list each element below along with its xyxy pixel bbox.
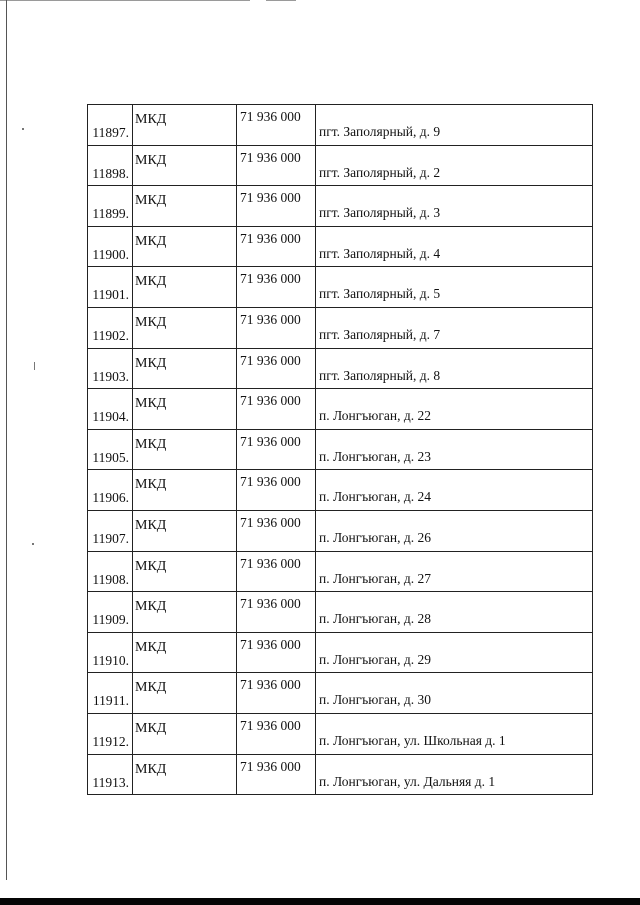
registry-table-body xyxy=(88,105,593,795)
row-number: 11897. xyxy=(92,125,129,141)
object-address: п. Лонгъюган, д. 27 xyxy=(319,570,431,586)
row-number-cell xyxy=(88,389,133,430)
oktmo-code: 71 936 000 xyxy=(240,636,301,652)
oktmo-code-cell xyxy=(237,226,316,267)
object-type: МКД xyxy=(135,761,167,777)
row-number-cell xyxy=(88,186,133,227)
row-number: 11905. xyxy=(92,449,129,465)
oktmo-code: 71 936 000 xyxy=(240,393,301,409)
table-row xyxy=(88,510,593,551)
oktmo-code: 71 936 000 xyxy=(240,474,301,490)
oktmo-code-cell xyxy=(237,510,316,551)
object-address-cell xyxy=(316,389,593,430)
row-number: 11906. xyxy=(92,490,129,506)
object-type: МКД xyxy=(135,314,167,330)
oktmo-code-cell xyxy=(237,186,316,227)
object-type: МКД xyxy=(135,680,167,696)
object-type-cell xyxy=(133,713,237,754)
row-number: 11902. xyxy=(92,328,129,344)
scan-speck xyxy=(34,362,35,370)
table-row xyxy=(88,226,593,267)
table-row xyxy=(88,713,593,754)
oktmo-code: 71 936 000 xyxy=(240,190,301,206)
object-address-cell xyxy=(316,632,593,673)
oktmo-code: 71 936 000 xyxy=(240,271,301,287)
row-number: 11913. xyxy=(92,774,129,790)
table-row xyxy=(88,429,593,470)
object-type: МКД xyxy=(135,193,167,209)
oktmo-code: 71 936 000 xyxy=(240,109,301,124)
row-number-cell xyxy=(88,226,133,267)
table-row xyxy=(88,754,593,795)
object-type: МКД xyxy=(135,233,167,249)
row-number: 11907. xyxy=(92,531,129,547)
table-row xyxy=(88,632,593,673)
row-number-cell xyxy=(88,429,133,470)
oktmo-code: 71 936 000 xyxy=(240,596,301,612)
oktmo-code: 71 936 000 xyxy=(240,555,301,571)
row-number-cell xyxy=(88,673,133,714)
row-number: 11908. xyxy=(92,571,129,587)
object-type-cell xyxy=(133,632,237,673)
oktmo-code: 71 936 000 xyxy=(240,433,301,449)
object-type-cell xyxy=(133,145,237,186)
object-address-cell xyxy=(316,592,593,633)
object-address: п. Лонгъюган, д. 22 xyxy=(319,408,431,424)
row-number: 11911. xyxy=(92,693,129,709)
oktmo-code-cell xyxy=(237,389,316,430)
oktmo-code-cell xyxy=(237,145,316,186)
table-row xyxy=(88,307,593,348)
table-row xyxy=(88,673,593,714)
row-number: 11898. xyxy=(92,165,129,181)
row-number: 11912. xyxy=(92,734,129,749)
object-type: МКД xyxy=(135,639,167,655)
object-type: МКД xyxy=(135,274,167,290)
object-address: пгт. Заполярный, д. 8 xyxy=(319,367,441,383)
row-number-cell xyxy=(88,592,133,633)
object-type-cell xyxy=(133,429,237,470)
object-type: МКД xyxy=(135,558,167,574)
row-number-cell xyxy=(88,551,133,592)
row-number: 11899. xyxy=(92,206,129,222)
object-type-cell xyxy=(133,186,237,227)
object-address: п. Лонгъюган, ул. Школьная д. 1 xyxy=(319,733,506,748)
table-row xyxy=(88,592,593,633)
object-type: МКД xyxy=(135,112,167,127)
object-address-cell xyxy=(316,713,593,754)
object-address-cell xyxy=(316,470,593,511)
object-address: пгт. Заполярный, д. 5 xyxy=(319,286,441,302)
scan-edge-top xyxy=(0,0,250,1)
oktmo-code-cell xyxy=(237,632,316,673)
table-row xyxy=(88,551,593,592)
oktmo-code: 71 936 000 xyxy=(240,230,301,246)
row-number-cell xyxy=(88,267,133,308)
object-address: пгт. Заполярный, д. 7 xyxy=(319,327,441,343)
object-type-cell xyxy=(133,389,237,430)
oktmo-code-cell xyxy=(237,754,316,795)
object-type-cell xyxy=(133,226,237,267)
oktmo-code-cell xyxy=(237,348,316,389)
object-type: МКД xyxy=(135,396,167,412)
object-address-cell xyxy=(316,145,593,186)
object-type-cell xyxy=(133,592,237,633)
row-number-cell xyxy=(88,470,133,511)
object-address-cell xyxy=(316,348,593,389)
object-address-cell xyxy=(316,551,593,592)
oktmo-code-cell xyxy=(237,592,316,633)
table-row xyxy=(88,389,593,430)
object-type-cell xyxy=(133,673,237,714)
table-row xyxy=(88,145,593,186)
table-row xyxy=(88,267,593,308)
scan-edge-top-fragment xyxy=(266,0,296,1)
oktmo-code-cell xyxy=(237,267,316,308)
row-number: 11903. xyxy=(92,368,129,384)
object-type: МКД xyxy=(135,517,167,533)
oktmo-code-cell xyxy=(237,429,316,470)
row-number-cell xyxy=(88,632,133,673)
object-address: п. Лонгъюган, д. 23 xyxy=(319,448,431,464)
object-type-cell xyxy=(133,105,237,146)
object-address: п. Лонгъюган, д. 26 xyxy=(319,530,431,546)
object-address-cell xyxy=(316,754,593,795)
row-number-cell xyxy=(88,348,133,389)
object-type-cell xyxy=(133,307,237,348)
object-type-cell xyxy=(133,470,237,511)
row-number-cell xyxy=(88,510,133,551)
table-row xyxy=(88,470,593,511)
object-address: п. Лонгъюган, д. 30 xyxy=(319,692,431,708)
registry-table xyxy=(87,104,593,795)
row-number-cell xyxy=(88,713,133,754)
scan-speck xyxy=(32,543,34,545)
row-number: 11909. xyxy=(92,612,129,628)
oktmo-code: 71 936 000 xyxy=(240,758,301,774)
oktmo-code: 71 936 000 xyxy=(240,311,301,327)
oktmo-code: 71 936 000 xyxy=(240,352,301,368)
oktmo-code: 71 936 000 xyxy=(240,149,301,165)
oktmo-code: 71 936 000 xyxy=(240,677,301,693)
object-address: п. Лонгъюган, д. 24 xyxy=(319,489,431,505)
object-type: МКД xyxy=(135,436,167,452)
oktmo-code: 71 936 000 xyxy=(240,717,301,733)
object-address-cell xyxy=(316,186,593,227)
table-row xyxy=(88,105,593,146)
row-number: 11910. xyxy=(92,652,129,668)
oktmo-code-cell xyxy=(237,105,316,146)
scan-edge-left xyxy=(6,0,7,880)
object-type-cell xyxy=(133,267,237,308)
object-type: МКД xyxy=(135,720,167,736)
row-number-cell xyxy=(88,145,133,186)
oktmo-code-cell xyxy=(237,307,316,348)
object-address-cell xyxy=(316,510,593,551)
object-address-cell xyxy=(316,673,593,714)
object-type: МКД xyxy=(135,599,167,615)
object-address-cell xyxy=(316,105,593,146)
object-type-cell xyxy=(133,754,237,795)
table-row xyxy=(88,186,593,227)
oktmo-code-cell xyxy=(237,551,316,592)
oktmo-code-cell xyxy=(237,673,316,714)
object-address: пгт. Заполярный, д. 4 xyxy=(319,245,441,261)
object-type-cell xyxy=(133,510,237,551)
object-address: пгт. Заполярный, д. 9 xyxy=(319,124,441,140)
object-type-cell xyxy=(133,348,237,389)
table-row xyxy=(88,348,593,389)
object-type: МКД xyxy=(135,152,167,168)
object-address-cell xyxy=(316,267,593,308)
object-type: МКД xyxy=(135,355,167,371)
object-address: п. Лонгъюган, ул. Дальняя д. 1 xyxy=(319,773,496,789)
oktmo-code-cell xyxy=(237,713,316,754)
object-address: п. Лонгъюган, д. 28 xyxy=(319,611,431,627)
object-address-cell xyxy=(316,429,593,470)
row-number-cell xyxy=(88,307,133,348)
row-number-cell xyxy=(88,105,133,146)
object-type: МКД xyxy=(135,477,167,493)
object-address: пгт. Заполярный, д. 2 xyxy=(319,164,441,180)
oktmo-code: 71 936 000 xyxy=(240,514,301,530)
object-address: пгт. Заполярный, д. 3 xyxy=(319,205,441,221)
row-number: 11901. xyxy=(92,287,129,303)
row-number: 11900. xyxy=(92,246,129,262)
row-number: 11904. xyxy=(92,409,129,425)
object-address: п. Лонгъюган, д. 29 xyxy=(319,651,431,667)
scan-speck xyxy=(22,128,24,130)
object-address-cell xyxy=(316,226,593,267)
object-address-cell xyxy=(316,307,593,348)
row-number-cell xyxy=(88,754,133,795)
scan-bottom-border xyxy=(0,898,640,905)
oktmo-code-cell xyxy=(237,470,316,511)
object-type-cell xyxy=(133,551,237,592)
